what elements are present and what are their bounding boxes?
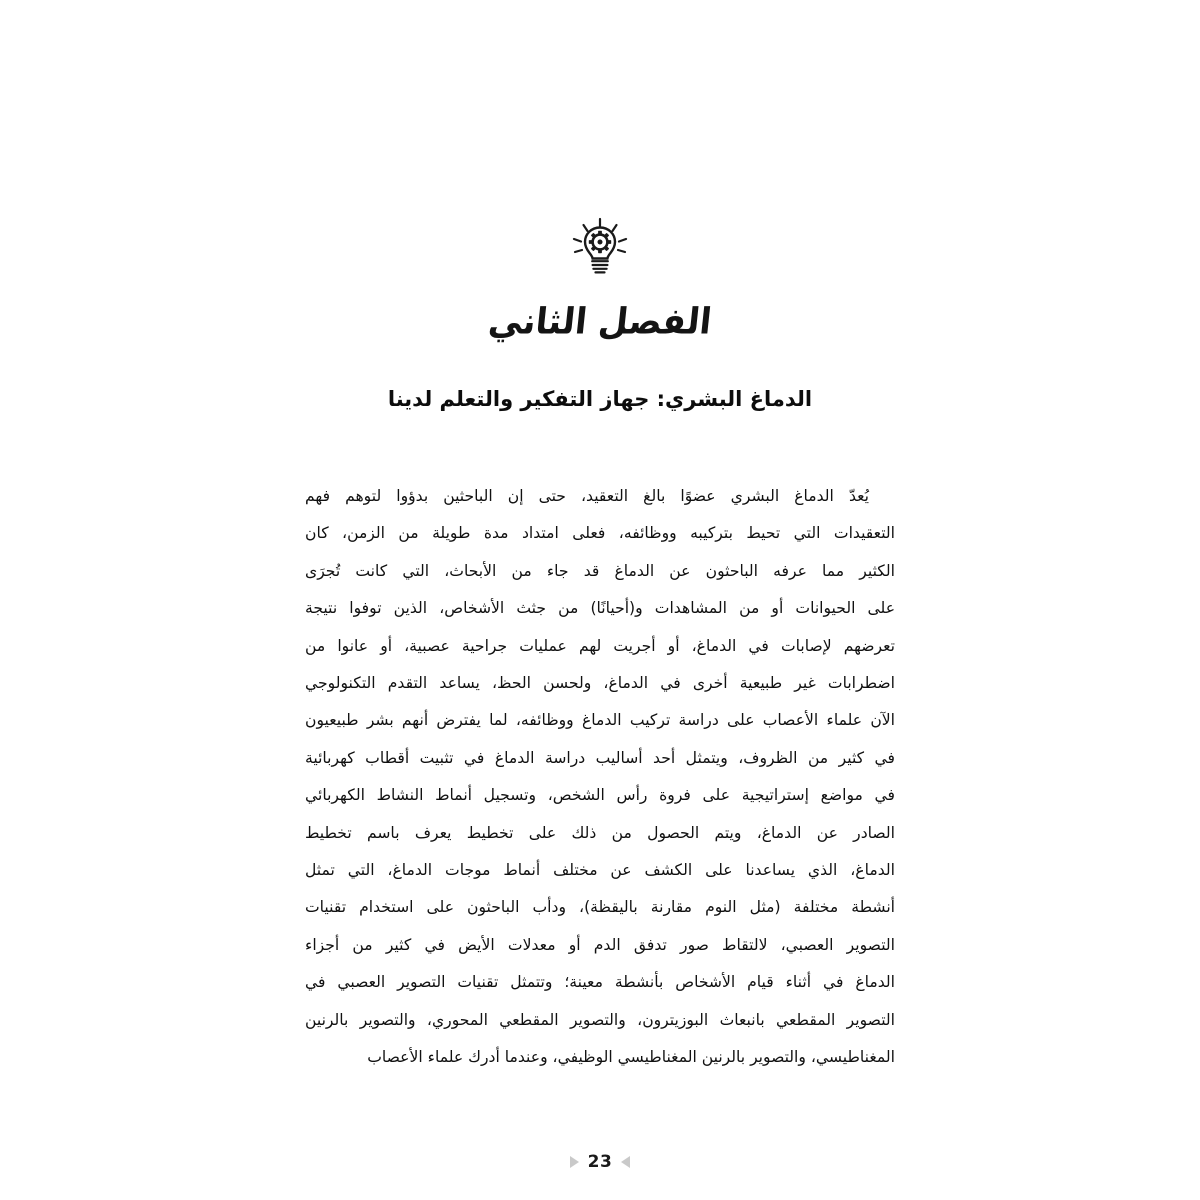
triangle-right-ornament-icon — [570, 1156, 579, 1168]
text-line: الدماغ في أثناء قيام الأشخاص بأنشطة معينة؛ وتتمثل تقنيات التصوير العصبي في — [305, 973, 895, 992]
text-line: الصادر عن الدماغ، ويتم الحصول من ذلك على تخطيط يعرف باسم تخطيط — [305, 823, 895, 842]
text-line: في كثير من الظروف، ويتمثل أحد أساليب دراسة الدماغ في تثبيت أقطاب كهربائية — [305, 748, 895, 767]
text-line: التصوير المقطعي بانبعاث البوزيترون، والتصوير المقطعي المحوري، والتصوير بالرنين — [305, 1010, 895, 1029]
text-line: تعرضهم لإصابات في الدماغ، أو أجريت لهم عمليات جراحية عصبية، أو عانوا من — [305, 636, 895, 655]
text-line: الآن علماء الأعصاب على دراسة تركيب الدماغ ووظائفه، لما يفترض أنهم بشر طبيعيون — [305, 711, 895, 730]
text-line: على الحيوانات أو من المشاهدات و(أحيانًا) من جثث الأشخاص، الذين توفوا نتيجة — [305, 599, 895, 618]
text-line: أنشطة مختلفة (مثل النوم مقارنة باليقظة)، ودأب الباحثون على استخدام تقنيات — [305, 898, 895, 917]
page-footer — [0, 1152, 1200, 1172]
chapter-opener — [0, 216, 1200, 348]
text-line: المغناطيسي، والتصوير بالرنين المغناطيسي الوظيفي، وعندما أدرك علماء الأعصاب — [367, 1048, 895, 1067]
text-line: يُعدّ الدماغ البشري عضوًا بالغ التعقيد، حتى إن الباحثين بدؤوا لتوهم فهم — [305, 487, 869, 505]
body-paragraph — [305, 478, 895, 1077]
text-line: اضطرابات غير طبيعية أخرى في الدماغ، ولحسن الحظ، يساعد التقدم التكنولوجي — [305, 674, 895, 693]
text-line: التعقيدات التي تحيط بتركيبه ووظائفه، فعلى امتداد مدة طويلة من الزمن، كان — [305, 524, 895, 543]
lightbulb-gear-icon — [568, 216, 632, 280]
triangle-left-ornament-icon — [621, 1156, 630, 1168]
page-title: الدماغ البشري: جهاز التفكير والتعلم لدينا — [387, 387, 813, 412]
chapter-calligraphy-heading: الفصل الثاني — [486, 300, 714, 344]
text-line: الدماغ، الذي يساعدنا على الكشف عن مختلف أنماط موجات الدماغ، التي تمثل — [305, 861, 895, 880]
text-line: التصوير العصبي، لالتقاط صور تدفق الدم أو معدلات الأيض في كثير من أجزاء — [305, 935, 895, 954]
page-number: 23 — [587, 1152, 613, 1172]
text-line: في مواضع إستراتيجية على فروة رأس الشخص، وتسجيل أنماط النشاط الكهربائي — [305, 786, 895, 805]
text-line: الكثير مما عرفه الباحثون عن الدماغ قد جاء من الأبحاث، التي كانت تُجرَى — [305, 561, 895, 580]
